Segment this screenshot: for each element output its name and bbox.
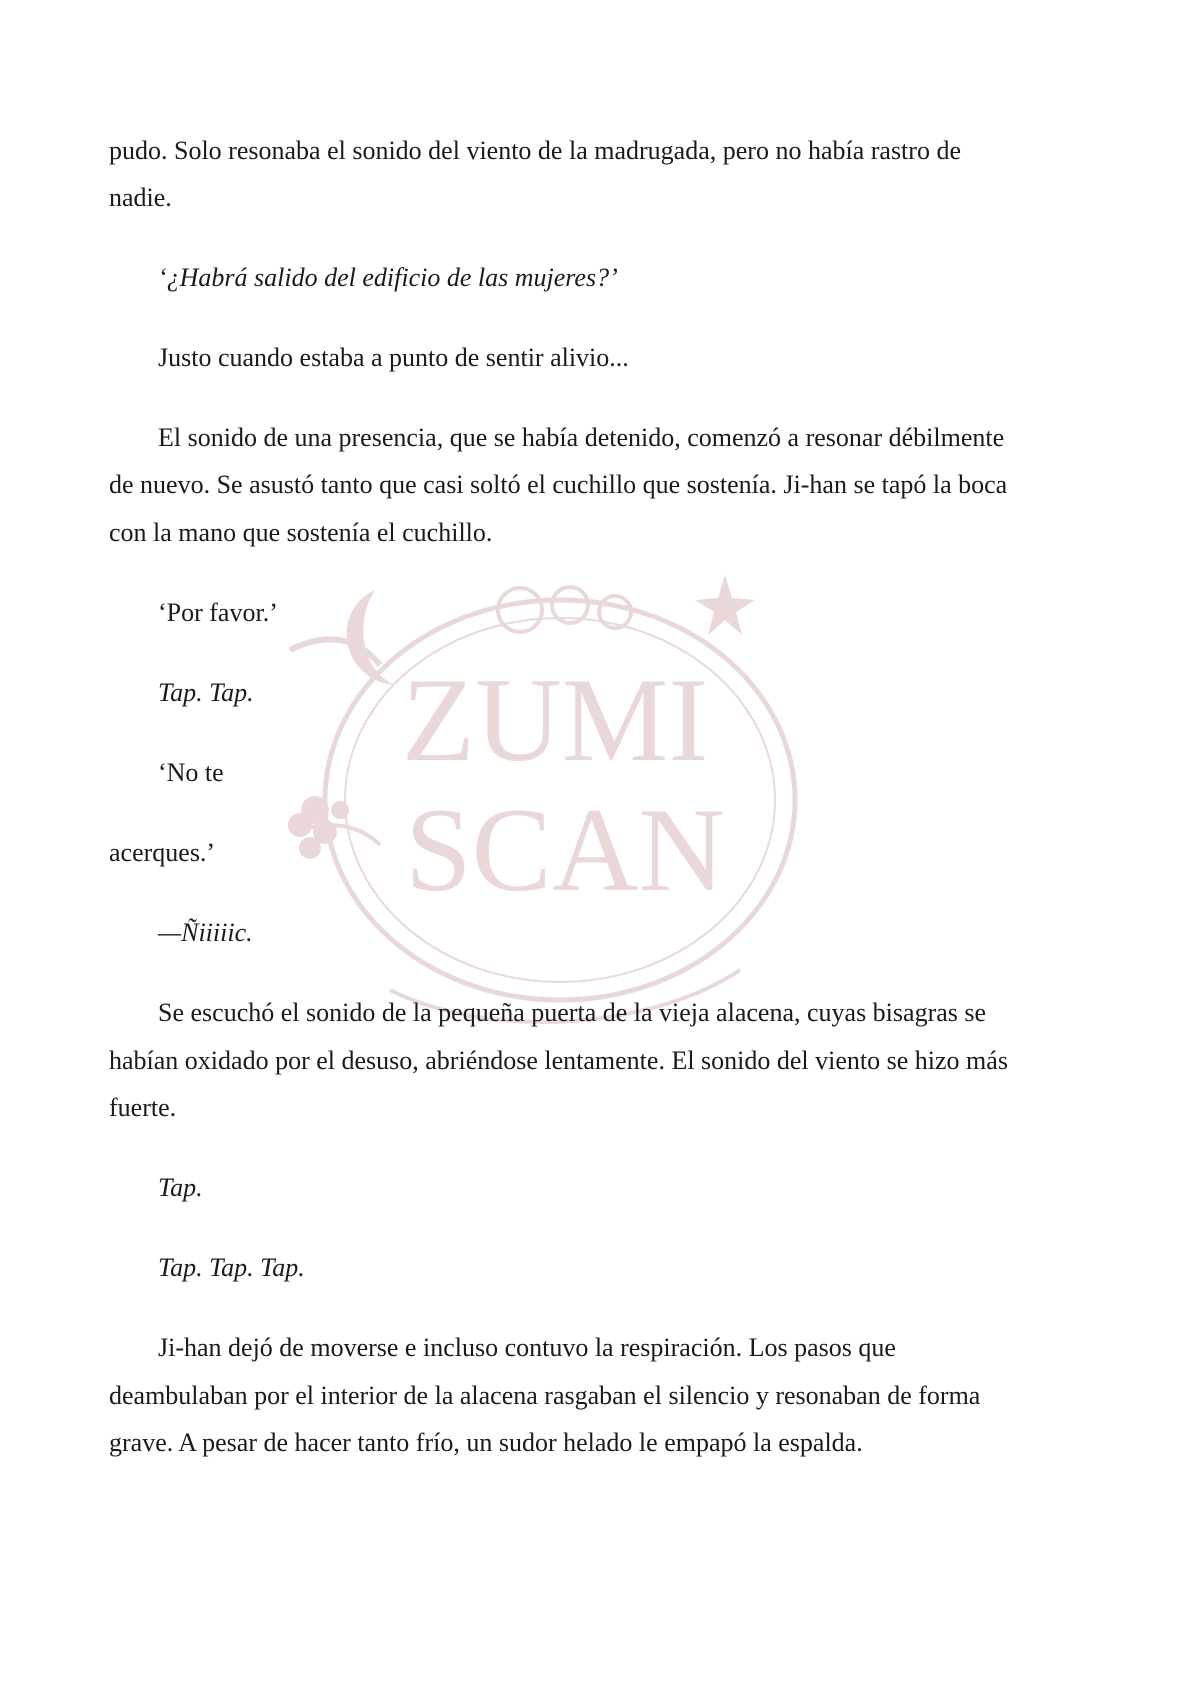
text-line: Se escuchó el sonido de la pequeña puerta de la vieja alacena, cuyas bisagras se [158,998,987,1027]
text-line: fuerte. [109,1093,177,1122]
text-line: ‘No te [158,758,224,787]
text-line: grave. A pesar de hacer tanto frío, un sudor helado le empapó la espalda. [109,1428,863,1457]
text-line: El sonido de una presencia, que se había detenido, comenzó a resonar débilmente [158,423,1005,452]
text-line-sound: —Ñiiiiic. [158,918,253,947]
text-line-thought: ‘¿Habrá salido del edificio de las mujeres?’ [158,263,618,292]
watermark-text-zumi: ZUMI [401,653,709,786]
text-line: con la mano que sostenía el cuchillo. [109,518,493,547]
text-line: de nuevo. Se asustó tanto que casi soltó el cuchillo que sostenía. Ji-han se tapó la boca [109,470,1008,499]
text-line: habían oxidado por el desuso, abriéndose lentamente. El sonido del viento se hizo más [109,1046,1008,1075]
text-line: acerques.’ [109,838,216,867]
text-line-sound: Tap. [158,1173,203,1202]
text-line: pudo. Solo resonaba el sonido del viento de la madrugada, pero no había rastro de [109,136,961,165]
text-line: deambulaban por el interior de la alacena rasgaban el silencio y resonaban de forma [109,1381,981,1410]
text-line-sound: Tap. Tap. [158,678,254,707]
watermark-text-scan: SCAN [404,783,726,916]
text-line: ‘Por favor.’ [158,598,278,627]
text-line: nadie. [109,183,172,212]
text-line-sound: Tap. Tap. Tap. [158,1253,305,1282]
zumi-scan-watermark-logo [270,570,830,1050]
text-line: Justo cuando estaba a punto de sentir alivio... [158,343,629,372]
text-line: Ji-han dejó de moverse e incluso contuvo la respiración. Los pasos que [158,1333,896,1362]
